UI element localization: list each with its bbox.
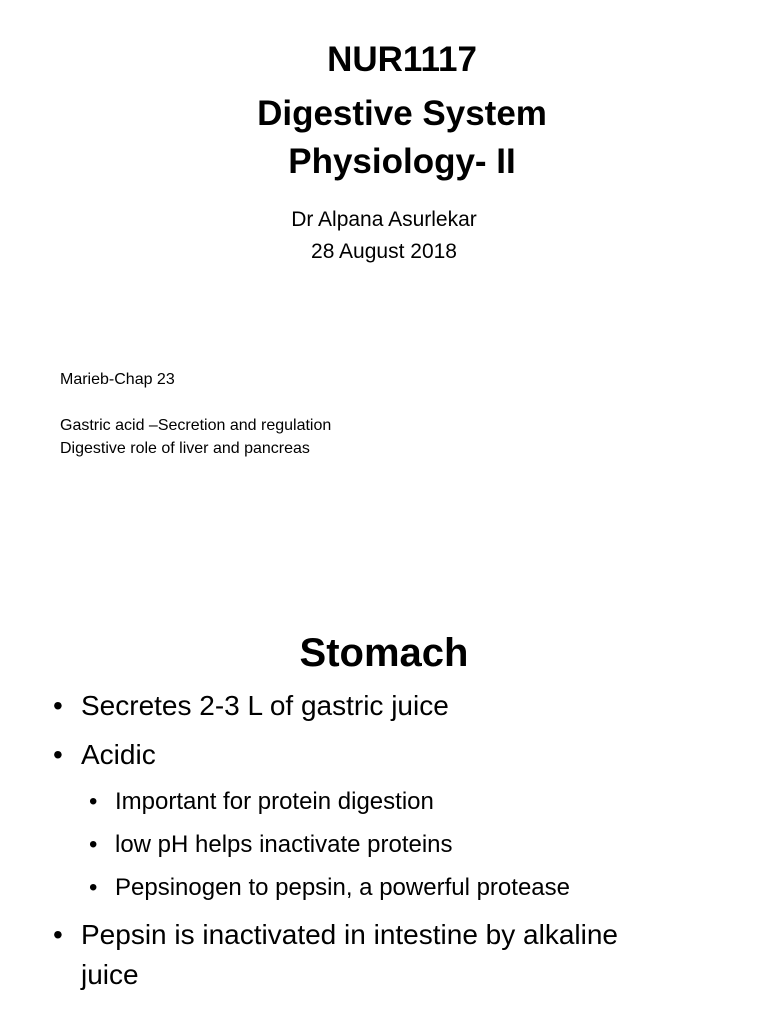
bullet-text: low pH helps inactivate proteins <box>115 831 453 858</box>
bullet-dot-icon: • <box>53 690 63 721</box>
bullet-item <box>53 915 681 995</box>
bullet-dot-icon: • <box>89 874 98 901</box>
textbook-reference: Marieb-Chap 23 <box>60 371 175 388</box>
bullet-dot-icon: • <box>89 831 98 858</box>
bullet-text: Pepsinogen to pepsin, a powerful protease <box>115 874 570 901</box>
bullet-dot-icon: • <box>89 788 98 815</box>
sub-bullet-item <box>89 785 434 819</box>
bullet-text: Secretes 2-3 L of gastric juice <box>81 690 449 721</box>
slide-title: Stomach <box>299 631 469 675</box>
lecture-title-line-1: Digestive System <box>257 94 547 133</box>
lecture-title-line-2: Physiology- II <box>288 142 516 181</box>
sub-bullet-item <box>89 871 570 905</box>
course-code-title: NUR1117 <box>327 40 477 79</box>
bullet-dot-icon: • <box>53 739 63 770</box>
bullet-item <box>53 686 449 726</box>
presenter-name: Dr Alpana Asurlekar <box>291 208 477 231</box>
stomach-slide <box>0 590 768 1024</box>
bullet-text: Acidic <box>81 739 156 770</box>
bullet-text: Pepsin is inactivated in intestine by alkaline juice <box>81 919 618 990</box>
bullet-text: Important for protein digestion <box>115 788 434 815</box>
sub-bullet-item <box>89 828 453 862</box>
bullet-dot-icon: • <box>53 919 63 950</box>
bullet-item <box>53 735 156 775</box>
topic-item: Gastric acid –Secretion and regulation <box>60 417 332 434</box>
lecture-date: 28 August 2018 <box>311 240 457 263</box>
topic-item: Digestive role of liver and pancreas <box>60 440 310 457</box>
